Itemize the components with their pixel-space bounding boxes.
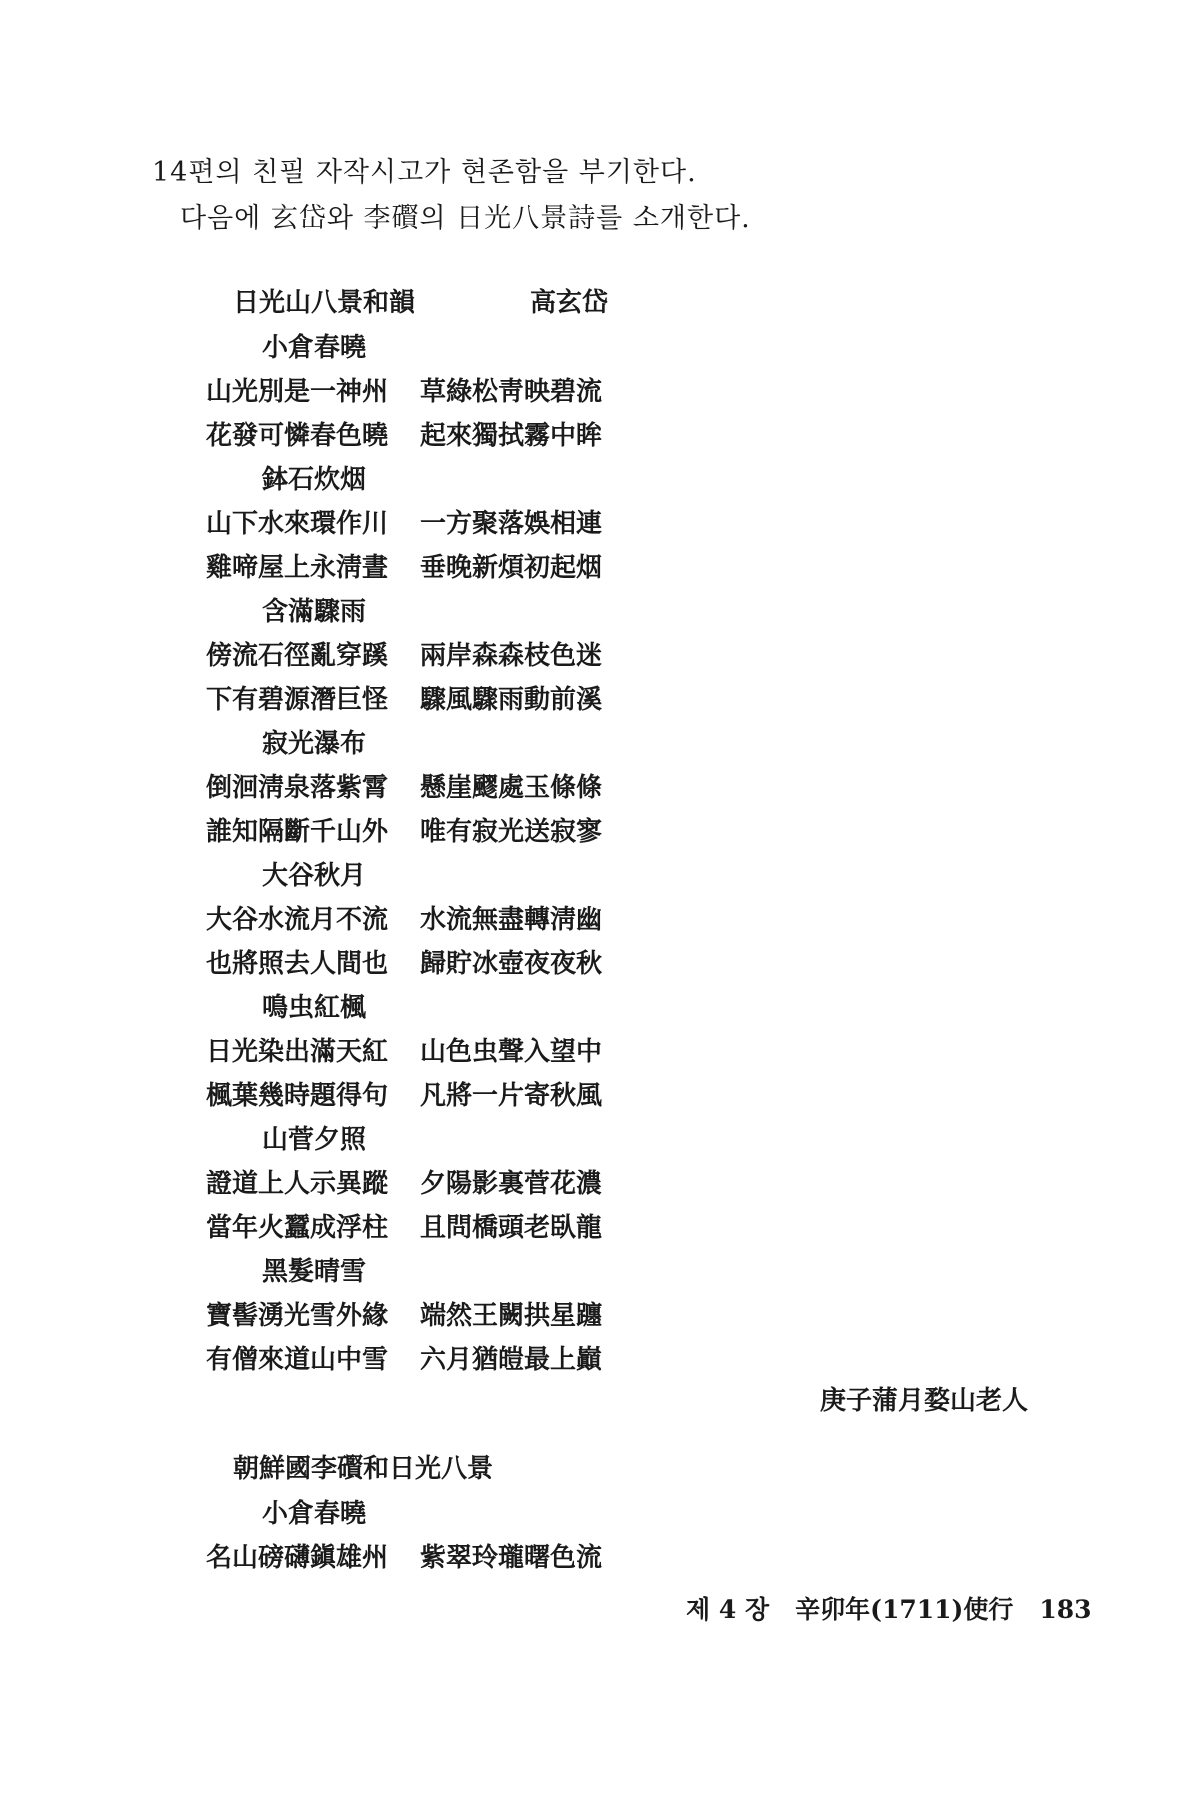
verse-second-half: 夕陽影裏菅花濃: [420, 1169, 603, 1199]
poem1-scene: [206, 458, 766, 590]
poem1-scene: [206, 986, 766, 1118]
verse-first-half: 也將照去人間也: [206, 949, 389, 979]
poem2-title: 朝鮮國李礥和日光八景: [233, 1454, 494, 1484]
verse-second-half: 起來獨拭霧中眸: [420, 421, 603, 451]
poem1-scene: [206, 854, 766, 986]
poem1-scene: [206, 590, 766, 722]
verse-line: [206, 766, 766, 810]
verse-first-half: 倒洄淸泉落紫霄: [206, 773, 389, 803]
verse-first-half: 雞啼屋上永淸晝: [206, 553, 389, 583]
intro-line-1: 14편의 친필 자작시고가 현존함을 부기한다.: [152, 157, 697, 188]
verse-line: [206, 502, 766, 546]
verse-line: [206, 634, 766, 678]
verse-first-half: 楓葉幾時題得句: [206, 1081, 389, 1111]
verse-second-half: 草綠松靑映碧流: [420, 377, 603, 407]
verse-first-half: 日光染出滿天紅: [206, 1037, 389, 1067]
verse-first-half: 傍流石徑亂穿蹊: [206, 641, 389, 671]
verse-line: [206, 1030, 766, 1074]
verse-second-half: 歸貯冰壺夜夜秋: [420, 949, 603, 979]
poem1-scene: [206, 1118, 766, 1250]
verse-second-half: 懸崖飂處玉條條: [420, 773, 603, 803]
verse-line: [206, 1294, 766, 1338]
verse-line: [206, 414, 766, 458]
verse-line: [206, 1338, 766, 1382]
verse-line: [206, 370, 766, 414]
verse-line: [206, 1074, 766, 1118]
verse-first-half: 有僧來道山中雪: [206, 1345, 389, 1375]
poem1-body: [206, 326, 766, 1382]
verse-first-half: 寶髻湧光雪外緣: [206, 1301, 389, 1331]
verse-second-half: 六月猶皚最上巓: [420, 1345, 603, 1375]
verse-line: [206, 942, 766, 986]
verse-second-half: 山色虫聲入望中: [420, 1037, 603, 1067]
verse-second-half: 且問橋頭老臥龍: [420, 1213, 603, 1243]
verse-line: [206, 1162, 766, 1206]
verse-first-half: 花發可憐春色曉: [206, 421, 389, 451]
verse-line: [206, 898, 766, 942]
scene-title: 大谷秋月: [262, 861, 367, 891]
poem2-body: [206, 1492, 766, 1580]
verse-line: [206, 678, 766, 722]
verse-first-half: 名山磅礴鎭雄州: [206, 1543, 389, 1573]
scene-title: 小倉春曉: [262, 1499, 367, 1529]
verse-first-half: 下有碧源潛巨怪: [206, 685, 389, 715]
verse-second-half: 一方聚落娛相連: [420, 509, 603, 539]
verse-first-half: 山下水來環作川: [206, 509, 389, 539]
verse-first-half: 當年火蠶成浮柱: [206, 1213, 389, 1243]
verse-second-half: 紫翠玲瓏曙色流: [420, 1543, 603, 1573]
poem2-scene: [206, 1492, 766, 1580]
page-number: 183: [1039, 1595, 1092, 1624]
scene-title: 鉢石炊烟: [262, 465, 367, 495]
scene-title: 山菅夕照: [262, 1125, 367, 1155]
scene-title: 鳴虫紅楓: [262, 993, 367, 1023]
verse-line: [206, 810, 766, 854]
poem1-signature: 庚子蒲月婺山老人: [819, 1386, 1028, 1416]
verse-second-half: 端然王闕拱星躔: [420, 1301, 603, 1331]
verse-first-half: 誰知隔斷千山外: [206, 817, 389, 847]
section-title: 辛卯年(1711)使行: [795, 1595, 1014, 1624]
intro-line-2: 다음에 玄岱와 李礥의 日光八景詩를 소개한다.: [180, 203, 751, 234]
verse-first-half: 山光別是一神州: [206, 377, 389, 407]
verse-second-half: 凡將一片寄秋風: [420, 1081, 603, 1111]
poem1-scene: [206, 722, 766, 854]
poem1-title: 日光山八景和韻: [233, 288, 416, 318]
verse-first-half: 證道上人示異蹤: [206, 1169, 389, 1199]
verse-line: [206, 1206, 766, 1250]
scene-title: 含滿驟雨: [262, 597, 367, 627]
verse-line: [206, 546, 766, 590]
page-footer: [686, 1590, 1092, 1626]
verse-first-half: 大谷水流月不流: [206, 905, 389, 935]
chapter-label: 제 4 장: [686, 1595, 770, 1624]
poem1-author: 高玄岱: [530, 288, 609, 318]
scene-title: 小倉春曉: [262, 333, 367, 363]
verse-second-half: 唯有寂光送寂寥: [420, 817, 603, 847]
scene-title: 寂光瀑布: [262, 729, 367, 759]
poem1-scene: [206, 1250, 766, 1382]
verse-second-half: 驟風驟雨動前溪: [420, 685, 603, 715]
scene-title: 黑髮晴雪: [262, 1257, 367, 1287]
verse-second-half: 垂晚新煩初起烟: [420, 553, 603, 583]
verse-second-half: 水流無盡轉淸幽: [420, 905, 603, 935]
verse-line: [206, 1536, 766, 1580]
poem1-scene: [206, 326, 766, 458]
verse-second-half: 兩岸森森枝色迷: [420, 641, 603, 671]
